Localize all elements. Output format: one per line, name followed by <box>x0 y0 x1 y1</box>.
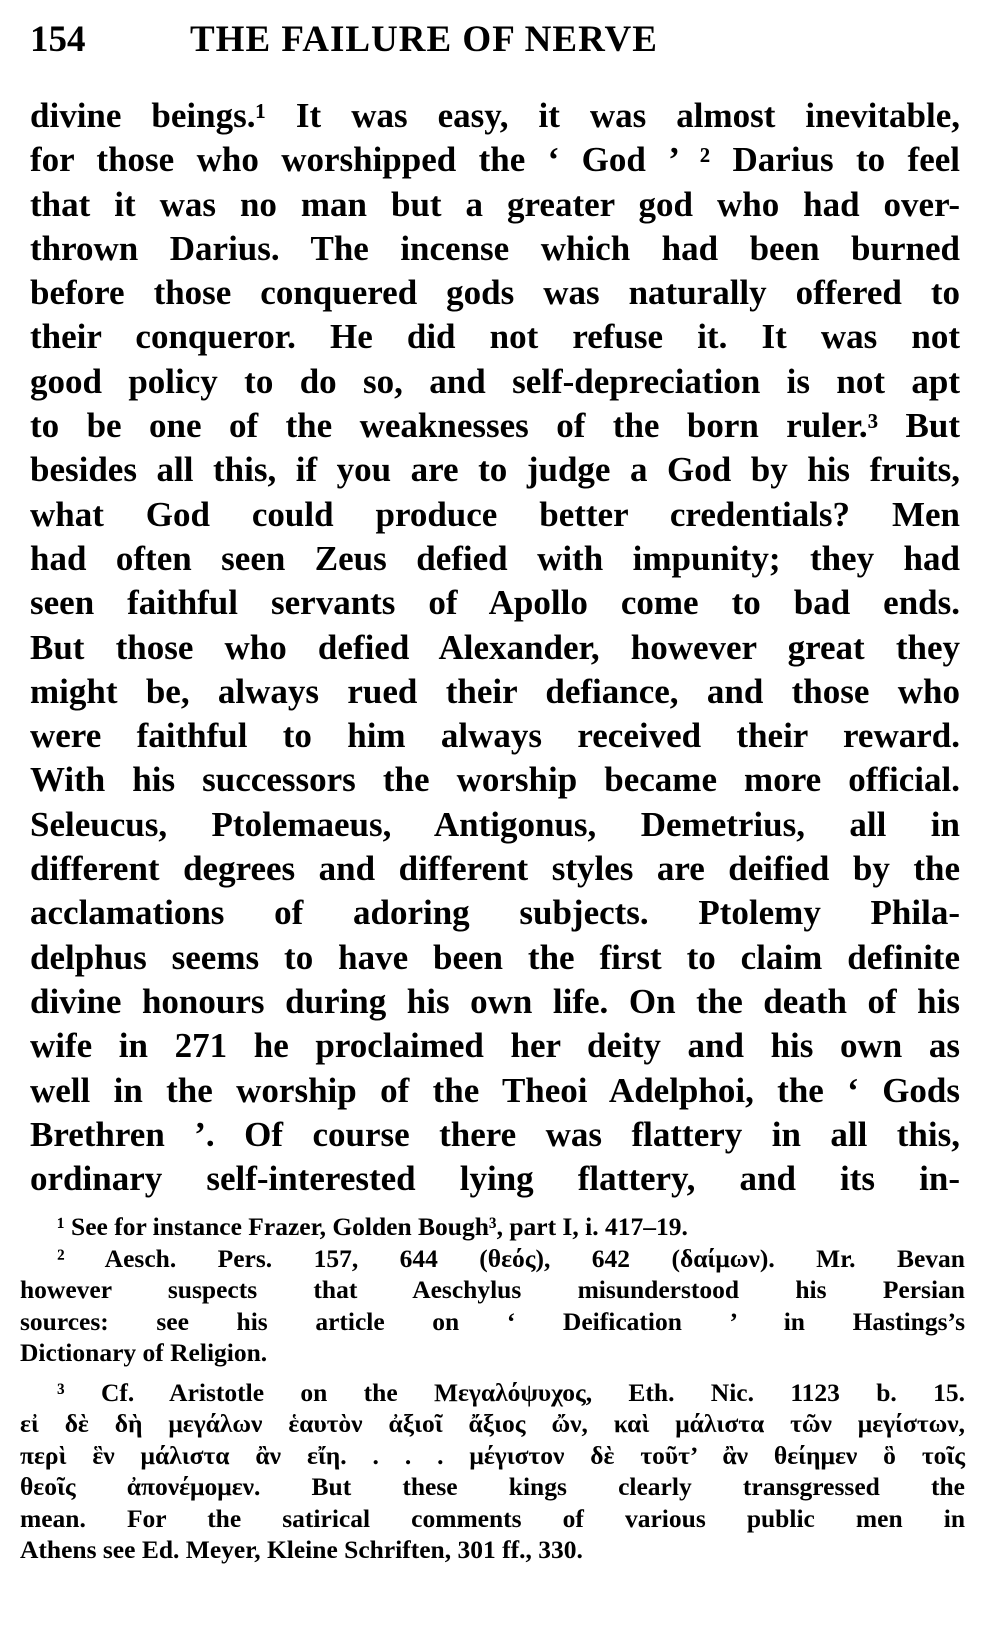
footnote-3 <box>20 1377 965 1566</box>
body-line: that it was no man but a greater god who had over- <box>30 184 960 224</box>
footnote-line: Athens see Ed. Meyer, Kleine Schriften, 301 ff., 330. <box>20 1535 583 1564</box>
footnote-spacer <box>20 1369 965 1377</box>
body-line: might be, always rued their defiance, and those who <box>30 671 960 711</box>
footnote-line: sources: see his article on ‘ Deification ’ in Hastings’s <box>20 1306 965 1336</box>
body-line: thrown Darius. The incense which had been burned <box>30 228 960 268</box>
body-line: were faithful to him always received their reward. <box>30 716 960 756</box>
footnotes <box>20 1211 965 1566</box>
body-line: different degrees and different styles are deified by the <box>30 849 960 889</box>
footnote-line: ¹ See for instance Frazer, Golden Bough³, part I, i. 417–19. <box>57 1212 688 1241</box>
body-line: had often seen Zeus defied with impunity; they had <box>30 538 960 578</box>
footnote-line: ³ Cf. Aristotle on the Μεγαλόψυχος, Eth. Nic. 1123 b. 15. <box>57 1377 965 1407</box>
footnote-1 <box>20 1211 965 1243</box>
body-line: their conqueror. He did not refuse it. It was not <box>30 317 960 357</box>
running-head: THE FAILURE OF NERVE <box>190 19 658 60</box>
body-line: With his successors the worship became more official. <box>30 760 960 800</box>
page-header <box>30 18 750 68</box>
body-line: to be one of the weaknesses of the born ruler.³ But <box>30 406 960 446</box>
body-line: wife in 271 he proclaimed her deity and his own as <box>30 1026 960 1066</box>
footnote-line: Dictionary of Religion. <box>20 1338 268 1367</box>
body-line: for those who worshipped the ‘ God ’ ² Darius to feel <box>30 140 960 180</box>
footnote-line: mean. For the satirical comments of various public men in <box>20 1503 965 1533</box>
body-line: well in the worship of the Theoi Adelphoi, the ‘ Gods <box>30 1070 960 1110</box>
body-line: divine honours during his own life. On the death of his <box>30 981 960 1021</box>
body-line: ordinary self-interested lying flattery, and its in- <box>30 1159 960 1199</box>
body-line: besides all this, if you are to judge a God by his fruits, <box>30 450 960 490</box>
body-line: delphus seems to have been the first to claim definite <box>30 937 960 977</box>
footnote-line: however suspects that Aeschylus misunderstood his Persian <box>20 1275 965 1304</box>
body-line: seen faithful servants of Apollo come to bad ends. <box>30 583 960 623</box>
body-line: But those who defied Alexander, however great they <box>30 627 960 667</box>
body-line: Brethren ’. Of course there was flattery in all this, <box>30 1114 960 1154</box>
footnote-2 <box>20 1243 965 1369</box>
footnote-line: ² Aesch. Pers. 157, 644 (θεός), 642 (δαίμων). Mr. Bevan <box>57 1243 965 1273</box>
body-line: before those conquered gods was naturally offered to <box>30 273 960 313</box>
body-line: what God could produce better credentials? Men <box>30 494 960 534</box>
footnote-greek-line: εἰ δὲ δὴ μεγάλων ἑαυτὸν ἀξιοῖ ἄξιος ὤν, καὶ μάλιστα τῶν μεγίστων, <box>20 1409 965 1438</box>
body-text <box>30 94 960 1201</box>
page-number: 154 <box>30 19 86 60</box>
body-line: acclamations of adoring subjects. Ptolemy Phila- <box>30 893 960 933</box>
body-line: Seleucus, Ptolemaeus, Antigonus, Demetrius, all in <box>30 804 960 844</box>
footnote-line: θεοῖς ἀπονέμομεν. But these kings clearly transgressed the <box>20 1472 965 1501</box>
footnote-greek-line: περὶ ἓν μάλιστα ἂν εἴη. . . . μέγιστον δὲ τοῦτ’ ἂν θείημεν ὃ τοῖς <box>20 1440 965 1470</box>
body-line: divine beings.¹ It was easy, it was almost inevitable, <box>30 96 960 135</box>
body-line: good policy to do so, and self-depreciation is not apt <box>30 361 960 401</box>
